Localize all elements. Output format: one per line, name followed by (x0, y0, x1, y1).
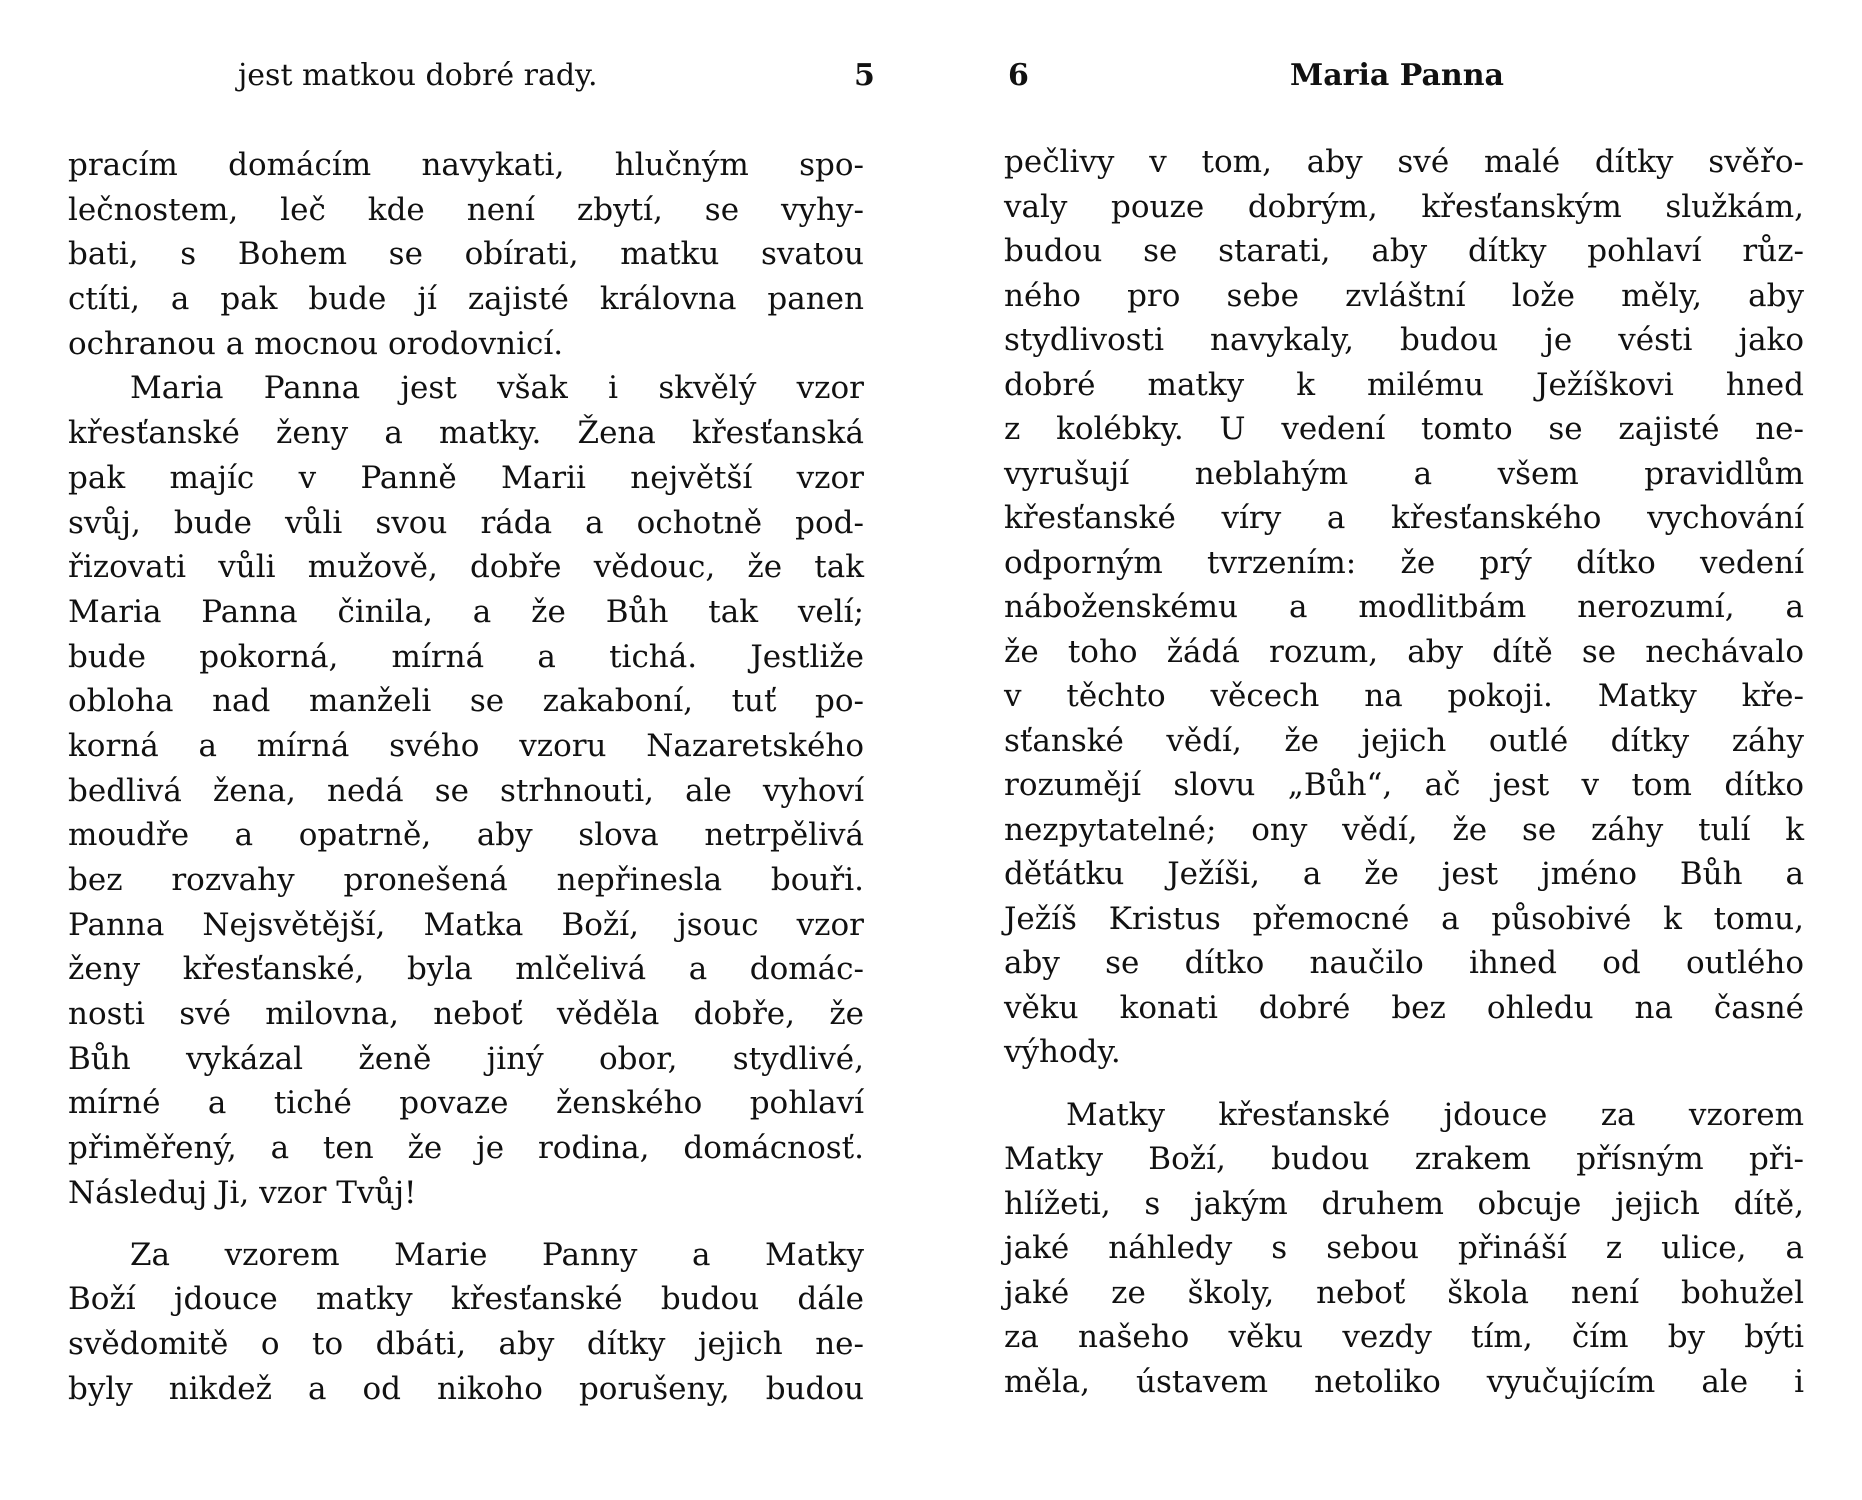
text-line: křesťanské víry a křesťanského vychování (1004, 500, 1804, 536)
text-line: Matky křesťanské jdouce za vzorem (1066, 1096, 1804, 1133)
text-line: z kolébky. U vedení tomto se zajisté ne- (1004, 411, 1804, 447)
text-line: bez rozvahy pronešená nepřinesla bouři. (68, 862, 864, 898)
text-line: pak majíc v Panně Marii největší vzor (68, 459, 864, 496)
text-line: bati, s Bohem se obírati, matku svatou (68, 236, 864, 273)
text-line: věku konati dobré bez ohledu na časné (1004, 989, 1804, 1026)
text-line: byly nikdež a od nikoho porušeny, budou (68, 1370, 864, 1407)
text-line: hlížeti, s jakým druhem obcuje jejich dítě, (1004, 1185, 1804, 1222)
page-number: 6 (1008, 58, 1029, 93)
text-line: pečlivy v tom, aby své malé dítky svěřo- (1004, 144, 1804, 180)
text-line: odporným tvrzením: že prý dítko vedení (1004, 544, 1804, 581)
text-line: aby se dítko naučilo ihned od outlého (1004, 945, 1804, 981)
text-line: nosti své milovna, neboť věděla dobře, že (68, 996, 864, 1033)
page-number: 5 (854, 58, 875, 93)
text-line: vyrušují neblahým a všem pravidlům (1004, 455, 1804, 492)
text-line: rozumějí slovu „Bůh“, ač jest v tom dítko (1004, 767, 1804, 803)
text-line: mírné a tiché povaze ženského pohlaví (68, 1085, 864, 1122)
text-line: Maria Panna jest však i skvělý vzor (130, 370, 864, 407)
text-line: svědomitě o to dbáti, aby dítky jejich ne- (68, 1325, 864, 1362)
page-body (1004, 140, 1804, 1404)
text-line: přiměřený, a ten že je rodina, domácnosť. (68, 1130, 864, 1167)
text-line: ochranou a mocnou orodovnicí. (68, 325, 564, 362)
text-line: budou se starati, aby dítky pohlaví růz- (1004, 233, 1804, 269)
text-line: že toho žádá rozum, aby dítě se nechávalo (1004, 633, 1804, 670)
text-line: výhody. (1004, 1034, 1121, 1070)
running-header (1000, 56, 1800, 96)
text-line: sťanské vědí, že jejich outlé dítky záhy (1004, 722, 1804, 759)
left-page (68, 0, 875, 1500)
text-line: lečnostem, leč kde není zbytí, se vyhy- (68, 191, 864, 228)
text-line: bude pokorná, mírná a tichá. Jestliže (68, 638, 864, 675)
text-line: moudře a opatrně, aby slova netrpělivá (68, 817, 864, 854)
text-line: Boží jdouce matky křesťanské budou dále (68, 1281, 864, 1318)
text-line: ného pro sebe zvláštní lože měly, aby (1004, 277, 1804, 314)
text-line: jaké náhledy s sebou přináší z ulice, a (1004, 1230, 1804, 1266)
text-line: korná a mírná svého vzoru Nazaretského (68, 727, 864, 764)
page-body (68, 143, 864, 1411)
text-line: nezpytatelné; ony vědí, že se záhy tulí k (1004, 811, 1804, 848)
text-line: ženy křesťanské, byla mlčelivá a domác- (68, 951, 864, 988)
paragraph-gap (1004, 1075, 1804, 1093)
text-line: Ježíš Kristus přemocné a působivé k tomu, (1004, 900, 1804, 937)
text-line: valy pouze dobrým, křesťanským služkám, (1004, 188, 1804, 225)
running-title: jest matkou dobré rady. (238, 58, 598, 93)
running-title: Maria Panna (1290, 58, 1504, 93)
text-line: Matky Boží, budou zrakem přísným při- (1004, 1141, 1804, 1177)
text-line: jaké ze školy, neboť škola není bohužel (1004, 1274, 1804, 1311)
text-line: děťátku Ježíši, a že jest jméno Bůh a (1004, 856, 1804, 892)
text-line: dobré matky k milému Ježíškovi hned (1004, 366, 1804, 403)
text-line: bedlivá žena, nedá se strhnouti, ale vyhoví (68, 772, 864, 809)
text-line: Následuj Ji, vzor Tvůj! (68, 1174, 417, 1211)
text-line: stydlivosti navykaly, budou je vésti jako (1004, 322, 1804, 358)
text-line: Za vzorem Marie Panny a Matky (130, 1236, 864, 1273)
text-line: náboženskému a modlitbám nerozumí, a (1004, 589, 1804, 625)
text-line: pracím domácím navykati, hlučným spo- (68, 147, 864, 183)
text-line: křesťanské ženy a matky. Žena křesťanská (68, 415, 864, 452)
text-line: Maria Panna činila, a že Bůh tak velí; (68, 593, 864, 630)
text-line: měla, ústavem netoliko vyučujícím ale i (1004, 1363, 1804, 1400)
text-line: ctíti, a pak bude jí zajisté královna panen (68, 281, 864, 318)
right-page (1000, 0, 1804, 1500)
text-line: Panna Nejsvětější, Matka Boží, jsouc vzor (68, 906, 864, 943)
text-line: obloha nad manželi se zakaboní, tuť po- (68, 683, 864, 720)
running-header (68, 56, 875, 96)
paragraph-gap (68, 1216, 864, 1233)
text-line: za našeho věku vezdy tím, čím by býti (1004, 1319, 1804, 1355)
text-line: řizovati vůli mužově, dobře vědouc, že tak (68, 549, 864, 586)
text-line: v těchto věcech na pokoji. Matky kře- (1004, 678, 1804, 714)
text-line: svůj, bude vůli svou ráda a ochotně pod- (68, 504, 864, 541)
text-line: Bůh vykázal ženě jiný obor, stydlivé, (68, 1040, 864, 1077)
